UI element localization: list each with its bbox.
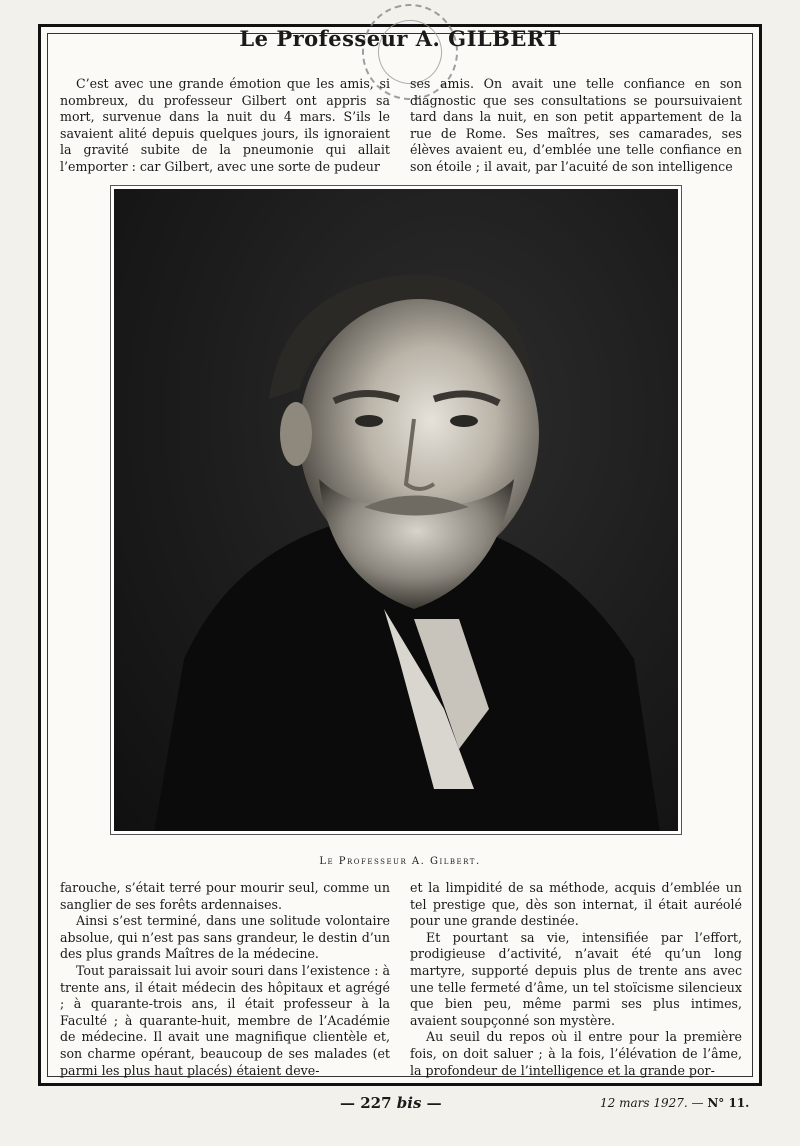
- column-top-left: [60, 76, 390, 176]
- photo-caption: Le Professeur A. Gilbert.: [319, 856, 481, 867]
- issue-date: [600, 1096, 749, 1110]
- paragraph: farouche, s’était terré pour mourir seul, comme un sanglier de ses forêts ardennaises.: [60, 880, 390, 912]
- paragraph: Au seuil du repos où il entre pour la première fois, on doit saluer ; à la fois, l’élévation de l’âme, la profondeur de l’intelligence et la grande por-: [410, 1029, 742, 1078]
- page-number-prefix: — 227: [340, 1094, 397, 1112]
- article-title: Le Professeur A. GILBERT: [239, 26, 561, 51]
- issue-number: N° 11.: [707, 1096, 750, 1110]
- paragraph: Et pourtant sa vie, intensifiée par l’effort, prodigieuse d’activité, n’avait été qu’un long martyre, supporté depuis plus de trente ans avec une telle fermeté d’âme, un tel stoïcisme silencieux que bien peu, même parmi ses plus intimes, avaient soupçonné son mystère.: [410, 929, 742, 1028]
- page-number-end: —: [421, 1094, 442, 1112]
- page-number-suffix: bis: [396, 1094, 422, 1112]
- portrait-photo-frame: [110, 185, 682, 835]
- paragraph: et la limpidité de sa méthode, acquis d’emblée un tel prestige que, dès son internat, il était auréolé pour une grande destinée.: [410, 880, 742, 929]
- portrait-illustration: [114, 189, 678, 831]
- portrait-photo: [114, 189, 678, 831]
- column-top-right: [410, 76, 742, 176]
- issue-date-text: 12 mars 1927. —: [600, 1096, 708, 1110]
- column-bottom-left: [60, 880, 390, 1079]
- column-bottom-right: [410, 880, 742, 1079]
- paragraph: C’est avec une grande émotion que les amis, si nombreux, du professeur Gilbert ont appris sa mort, survenue dans la nuit du 4 mars. S’ils le savaient alité depuis quelques jours, ils ignoraient la gravité subite de la pneumonie qui allait l’emporter : car Gilbert, avec une sorte de pudeur: [60, 76, 390, 174]
- page-number: [340, 1094, 442, 1112]
- paragraph: Ainsi s’est terminé, dans une solitude volontaire absolue, qui n’est pas sans grandeur, le destin d’un des plus grands Maîtres de la médecine.: [60, 913, 390, 962]
- paragraph: ses amis. On avait une telle confiance en son diagnostic que ses consultations se poursuivaient tard dans la nuit, en son petit appartement de la rue de Rome. Ses maîtres, ses camarades, ses élèves avaient eu, d’emblée une telle confiance en son étoile ; il avait, par l’acuité de son intelligence: [410, 76, 742, 174]
- paragraph: Tout paraissait lui avoir souri dans l’existence : à trente ans, il était médecin des hôpitaux et agrégé ; à quarante-trois ans, il était professeur à la Faculté ; à quarante-huit, membre de l’Académie de médecine. Il avait une magnifique clientèle et, son charme opérant, beaucoup de ses malades (et parmi les plus haut placés) étaient deve-: [60, 962, 390, 1078]
